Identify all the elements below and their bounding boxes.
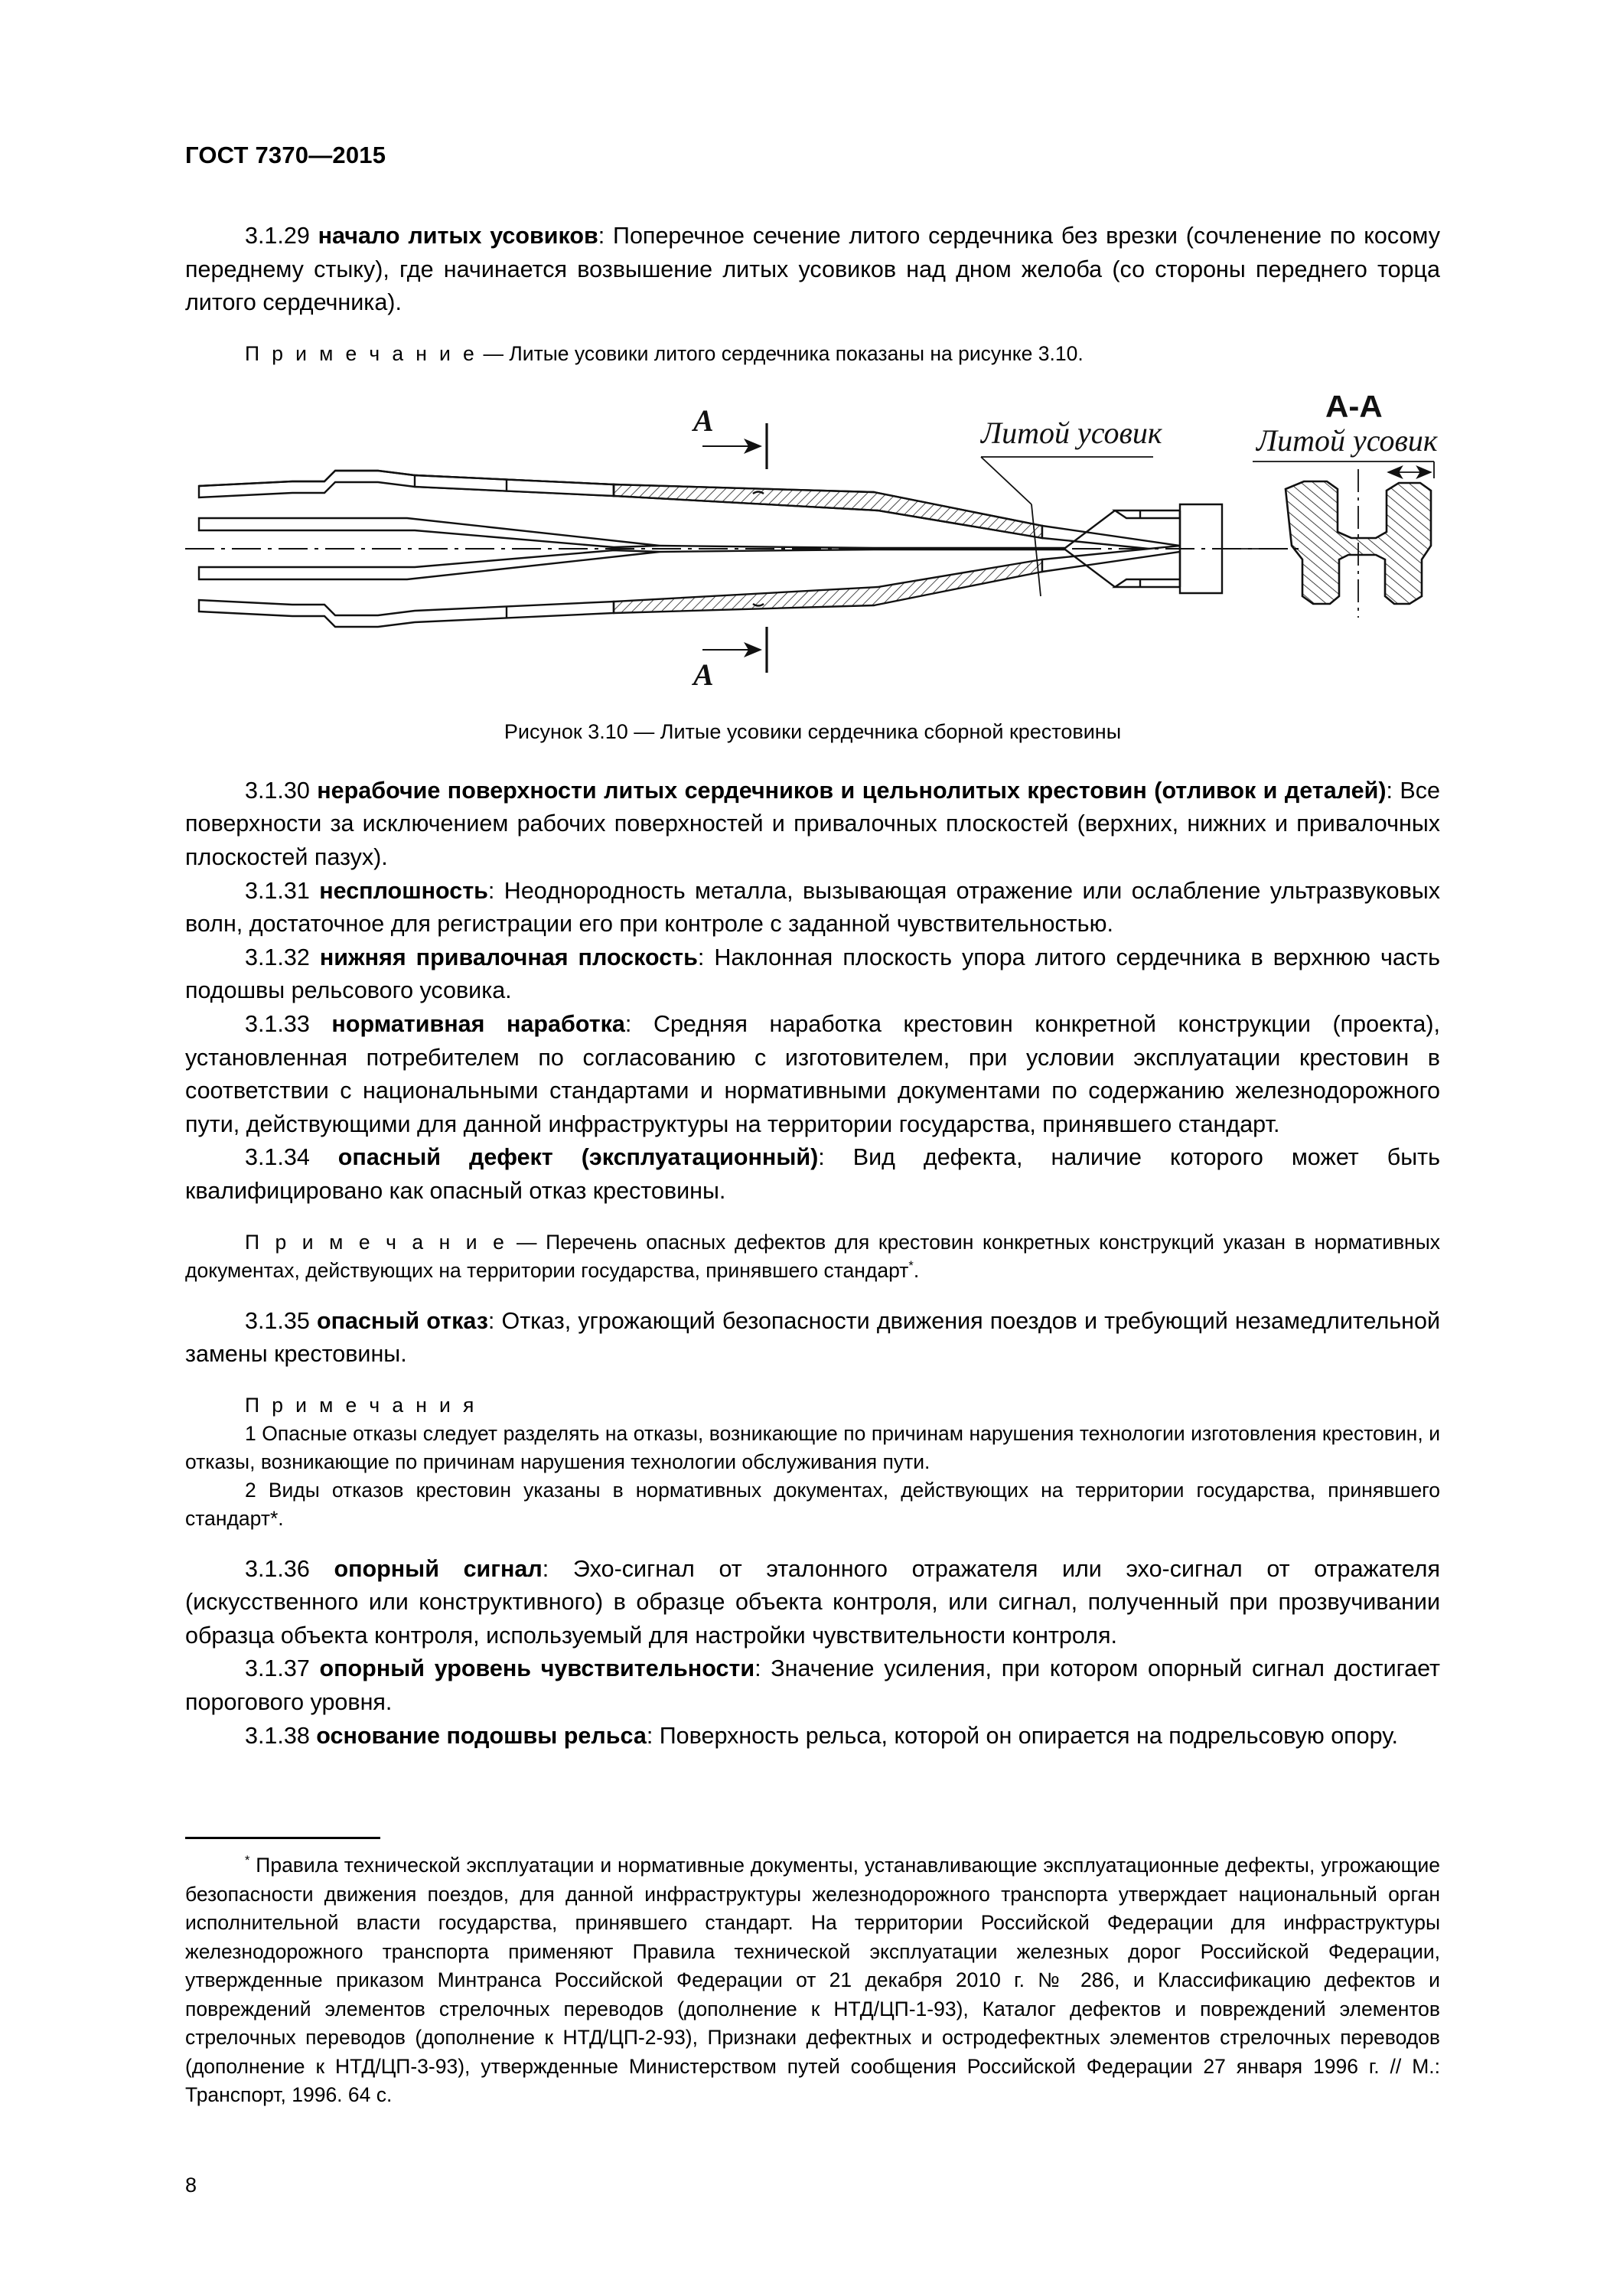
note-3-1-34 xyxy=(185,1228,1440,1285)
clause-number: 3.1.29 xyxy=(245,223,310,249)
clause-definition: : Значение усиления, при котором опорный сигнал достигает порогового уровня. xyxy=(185,1655,1440,1716)
clause-definition: : Средняя наработка крестовин конкретной конструкции (проекта), установленная потребителем по согласованию с изготовителем, при условии эксплуатации крестовин в соответствии с национальными стандартами и нормативными документами по содержанию железнодорожного пути, действующими для данной инфраструктуры на территории государства, принявшего стандарт. xyxy=(185,1010,1440,1137)
footnote-separator-rule xyxy=(185,1837,380,1839)
footnote-marker: * xyxy=(245,1854,250,1868)
clause-number: 3.1.36 xyxy=(245,1555,310,1582)
figure-3-10-drawing xyxy=(185,396,1440,702)
clause-definition: : Эхо-сигнал от эталонного отражателя или эхо-сигнал от отражателя (искусственного или конструктивного) в образце объекта контроля, или сигнал, полученный при прозвучивании образца объекта контроля, используемый для настройки чувствительности контроля. xyxy=(185,1555,1440,1649)
footnote-body: Правила технической эксплуатации и нормативные документы, устанавливающие эксплуатационные дефекты, угрожающие безопасности движения поездов, для данной инфраструктуры железнодорожного транспорта утверждает национальный орган исполнительной власти государства, принявшего стандарт. На территории Российской Федерации для инфраструктуры железнодорожного транспорта применяют Правила технической эксплуатации железных дорог Российской Федерации, утвержденные приказом Минтранса Российской Федерации от 21 декабря 2010 г. № 286, и Классификацию дефектов и повреждений элементов стрелочных переводов (дополнение к НТД/ЦП-1-93), Каталог дефектов и повреждений элементов стрелочных переводов (дополнение к НТД/ЦП-2-93), Признаки дефектных и остродефектных элементов стрелочных переводов (дополнение к НТД/ЦП-3-93), утвержденные Министерством путей сообщения Российской Федерации 27 января 1996 г. // М.: Транспорт, 1996. 64 с. xyxy=(185,1854,1440,2106)
footnote-text xyxy=(185,1851,1440,2110)
clause-3-1-31 xyxy=(185,875,1440,941)
clause-definition: : Поверхность рельса, которой он опирается на подрельсовую опору. xyxy=(646,1722,1398,1749)
clause-3-1-36 xyxy=(185,1553,1440,1653)
section-mark-bottom-label: A xyxy=(693,657,714,692)
clause-3-1-29 xyxy=(185,220,1440,320)
clause-3-1-37 xyxy=(185,1652,1440,1719)
clause-term: несплошность xyxy=(319,877,488,904)
clause-definition: : Все поверхности за исключением рабочих поверхностей и привалочных плоскостей (верхних, нижних и привалочных плоскостей пазух). xyxy=(185,777,1440,870)
clause-number: 3.1.33 xyxy=(245,1010,310,1037)
footnote-block xyxy=(185,1837,1440,2110)
clause-number: 3.1.35 xyxy=(245,1307,310,1334)
clause-definition: : Поперечное сечение литого сердечника без врезки (сочленение по косому переднему стыку), где начинается возвышение литых усовиков над дном желоба (со стороны переднего торца литого сердечника). xyxy=(185,223,1440,316)
clause-definition: : Наклонная плоскость упора литого сердечника в верхнюю часть подошвы рельсового усовика. xyxy=(185,944,1440,1004)
clause-number: 3.1.32 xyxy=(245,944,310,970)
clause-number: 3.1.30 xyxy=(245,777,310,804)
note-text: Литые усовики литого сердечника показаны на рисунке 3.10. xyxy=(509,341,1084,365)
figure-callout-main: Литой усовик xyxy=(981,415,1162,450)
clause-term: опасный дефект (эксплуатационный) xyxy=(337,1144,819,1171)
clause-term: опорный уровень чувствительности xyxy=(319,1655,755,1682)
figure-caption: Рисунок 3.10 — Литые усовики сердечника сборной крестовины xyxy=(504,719,1122,743)
clause-3-1-33 xyxy=(185,1008,1440,1141)
clause-number: 3.1.34 xyxy=(245,1144,310,1171)
notes-block-3-1-35 xyxy=(185,1391,1440,1533)
clause-definition: : Неоднородность металла, вызывающая отражение или ослабление ультразвуковых волн, достаточное для регистрации его при контроле с заданной чувствительностью. xyxy=(185,877,1440,938)
running-head: ГОСТ 7370—2015 xyxy=(185,142,386,168)
clause-term: нормативная наработка xyxy=(331,1010,625,1037)
clause-term: опорный сигнал xyxy=(334,1555,543,1582)
footnote-marker-ref-1: * xyxy=(908,1258,914,1273)
clause-term: опасный отказ xyxy=(316,1307,488,1334)
notes-heading: П р и м е ч а н и я xyxy=(245,1393,477,1417)
note-3-1-29 xyxy=(185,340,1440,368)
note-dash: — xyxy=(516,1230,537,1254)
note-label: П р и м е ч а н и е xyxy=(245,1230,508,1254)
note-tail: . xyxy=(913,1258,920,1282)
figure-section-title: A-A xyxy=(1325,395,1383,424)
clause-definition: : Отказ, угрожающий безопасности движения поездов и требующий незамедлительной замены крестовины. xyxy=(185,1307,1440,1368)
clause-term: нерабочие поверхности литых сердечников и цельнолитых крестовин (отливок и деталей) xyxy=(317,777,1387,804)
clause-3-1-34 xyxy=(185,1141,1440,1208)
note-item-1: 1 Опасные отказы следует разделять на отказы, возникающие по причинам нарушения технологии изготовления крестовин, и отказы, возникающие по причинам нарушения технологии обслуживания пути. xyxy=(185,1421,1440,1473)
clause-term: нижняя привалочная плоскость xyxy=(319,944,698,970)
note-text: Перечень опасных дефектов для крестовин конкретных конструкций указан в нормативных документах, действующих на территории государства, принявшего стандарт xyxy=(185,1230,1440,1282)
note-dash: — xyxy=(483,341,504,365)
clause-number: 3.1.37 xyxy=(245,1655,310,1682)
clause-3-1-38 xyxy=(185,1720,1440,1753)
section-mark-top-label: A xyxy=(693,403,714,438)
figure-section-label: Литой усовик xyxy=(1256,422,1438,458)
note-item-2: 2 Виды отказов крестовин указаны в нормативных документах, действующих на территории государства, принявшего стандарт*. xyxy=(185,1478,1440,1530)
page-content xyxy=(185,142,1440,1753)
clause-number: 3.1.31 xyxy=(245,877,310,904)
clause-term: начало литых усовиков xyxy=(318,223,598,249)
clause-definition: : Вид дефекта, наличие которого может быть квалифицировано как опасный отказ крестовины. xyxy=(185,1144,1440,1204)
note-label: П р и м е ч а н и е xyxy=(245,341,478,365)
figure-3-10 xyxy=(185,396,1440,702)
clause-term: основание подошвы рельса xyxy=(316,1722,647,1749)
clause-3-1-32 xyxy=(185,941,1440,1008)
page-number: 8 xyxy=(185,2174,197,2197)
clause-3-1-30 xyxy=(185,775,1440,875)
clause-3-1-35 xyxy=(185,1305,1440,1371)
clause-number: 3.1.38 xyxy=(245,1722,310,1749)
